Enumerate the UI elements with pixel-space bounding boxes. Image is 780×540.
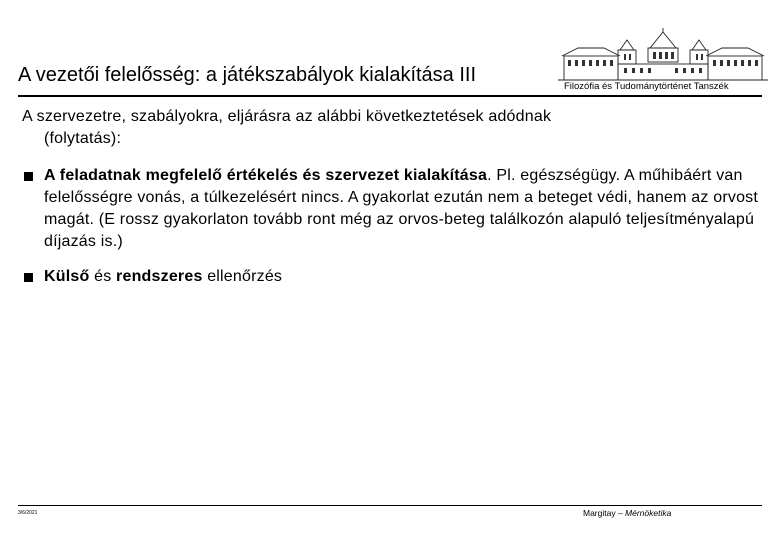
square-bullet-icon <box>24 172 33 181</box>
bullet-body: . Pl. egészségügy. A műhibáért van felelősségre vonás, a túlkezelésért nincs. A gyakorlat ezután nem a beteget védi, hanem az orvost magát. (E rossz gyakorlaton tovább ront még az orvos-beteg találkozón alapuló teljesítményalapú díjazás is.) <box>44 167 759 250</box>
bullet-text <box>44 266 762 288</box>
square-bullet-icon <box>24 273 33 282</box>
footer-date: 3/6/2021 <box>18 510 38 516</box>
intro-line: A szervezetre, szabályokra, eljárásra az alábbi következtetések adódnak <box>22 108 552 125</box>
bullet-body: és <box>89 268 117 285</box>
title-divider <box>18 95 762 97</box>
author-name: Margitay – <box>583 508 626 518</box>
slide-title: A vezetői felelősség: a játékszabályok kialakítása III <box>18 64 477 86</box>
footer-author <box>583 508 671 518</box>
course-name: Mérnöketika <box>625 508 672 518</box>
bullet-item <box>22 165 762 253</box>
intro-continuation: (folytatás): <box>44 130 122 147</box>
department-label: Filozófia és Tudománytörténet Tanszék <box>564 81 729 92</box>
bullet-list <box>22 165 762 301</box>
bullet-text <box>44 165 762 253</box>
footer-divider <box>18 505 762 506</box>
bullet-item <box>22 266 762 288</box>
bullet-emphasis: rendszeres <box>116 268 203 285</box>
bullet-emphasis: A feladatnak megfelelő értékelés és szervezet kialakítása <box>44 167 488 184</box>
bullet-body: ellenőrzés <box>202 268 283 285</box>
intro-paragraph <box>22 106 722 150</box>
bullet-emphasis: Külső <box>44 268 90 285</box>
